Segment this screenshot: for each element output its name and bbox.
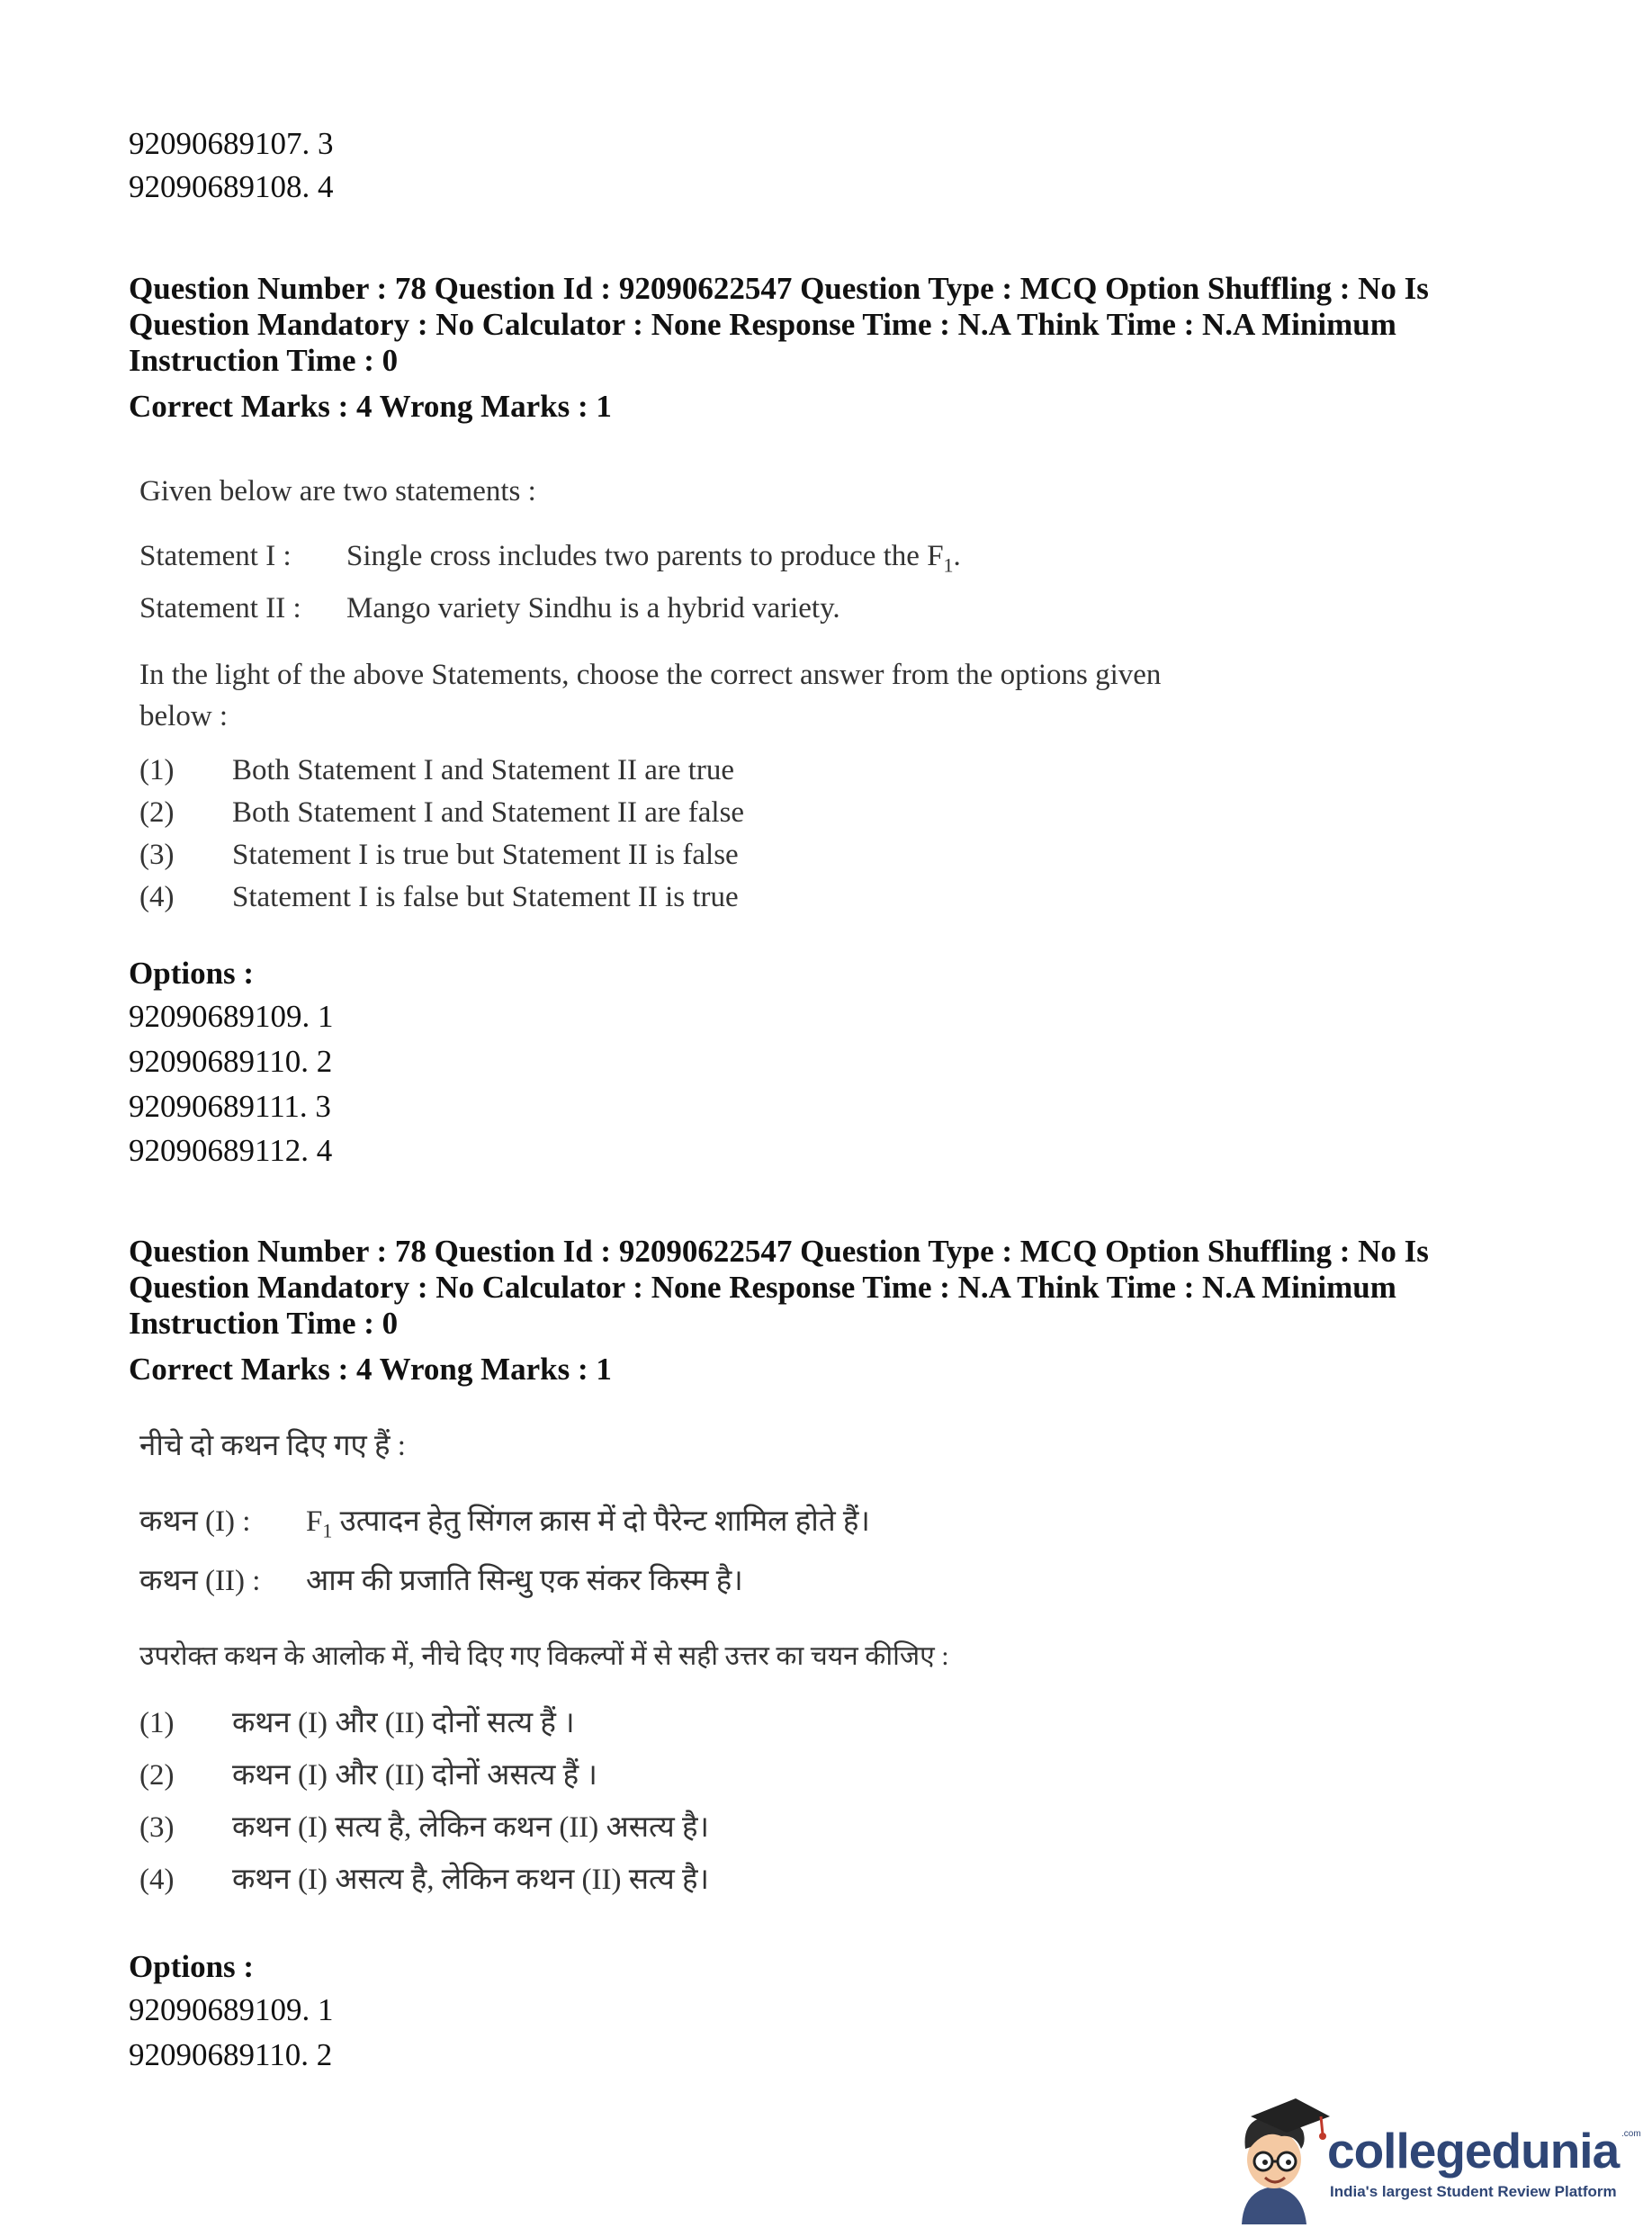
q2-choice [139,1857,709,1898]
q2-statement-1 [139,1499,870,1543]
q1-intro: Given below are two statements : [139,475,536,508]
logo-wordmark: collegedunia [1327,2123,1620,2179]
q2-choice-text: कथन (I) सत्य है, लेकिन कथन (II) असत्य है। [232,1811,710,1844]
q1-options-label: Options : [129,956,255,991]
q1-choice-num: (4) [139,881,175,913]
q1-choice-num: (2) [139,796,175,829]
q2-statement-2-label: कथन (II) : [139,1565,261,1597]
q2-option: 92090689109. 1 [129,1992,334,2027]
q1-option: 92090689110. 2 [129,1044,333,1079]
q1-choice [139,754,734,787]
q2-options-label: Options : [129,1949,255,1984]
q1-option: 92090689111. 3 [129,1089,331,1124]
q2-instruction: उपरोक्त कथन के आलोक में, नीचे दिए गए विकल्पों में से सही उत्तर का चयन कीजिए : [139,1641,949,1671]
q1-statement-2 [139,592,840,625]
q2-statement-1-text: उत्पादन हेतु सिंगल क्रास में दो पैरेन्ट शामिल होते हैं। [332,1505,870,1538]
q1-statement-1-sub: 1 [943,553,954,577]
q1-instruction-line-1: In the light of the above Statements, choose the correct answer from the options given [139,659,1162,691]
q2-intro: नीचे दो कथन दिए गए हैं : [139,1430,406,1462]
q2-meta: Question Number : 78 Question Id : 92090622547 Question Type : MCQ Option Shuffling : No Is Question Mandatory : No Calculator : None Response Time : N.A Think Time : N.A Minimum Instruction Time : 0 [129,1234,1429,1341]
prev-option-4: 92090689108. 4 [129,169,334,204]
student-mascot-icon [1224,2089,1332,2224]
q2-marks: Correct Marks : 4 Wrong Marks : 1 [129,1352,612,1387]
q2-choice [139,1701,575,1741]
q1-instruction-line-2: below : [139,700,229,732]
q2-option: 92090689110. 2 [129,2037,333,2072]
q1-statement-1-text: Single cross includes two parents to produce the F [346,540,944,572]
q1-marks: Correct Marks : 4 Wrong Marks : 1 [129,389,612,424]
logo-dotcom: .com [1621,2129,1641,2139]
q1-choice [139,839,739,872]
q1-choice [139,796,744,830]
q2-choice [139,1805,709,1846]
q2-statement-2 [139,1559,743,1599]
q2-choice-num: (1) [139,1707,175,1739]
q2-choice-text: कथन (I) असत्य है, लेकिन कथन (II) सत्य है। [232,1864,710,1896]
q1-meta: Question Number : 78 Question Id : 92090622547 Question Type : MCQ Option Shuffling : No Is Question Mandatory : No Calculator : None Response Time : N.A Think Time : N.A Minimum Instruction Time : 0 [129,271,1429,378]
q1-choice-text: Both Statement I and Statement II are true [232,754,735,786]
q2-choice [139,1753,597,1793]
q2-choice-num: (2) [139,1759,175,1792]
q2-choice-text: कथन (I) और (II) दोनों सत्य हैं । [232,1707,575,1739]
q1-statement-1-end: . [953,540,961,572]
q1-statement-1 [139,540,961,578]
q1-statement-2-label: Statement II : [139,592,301,624]
q1-statement-2-text: Mango variety Sindhu is a hybrid variety. [346,592,840,624]
q1-choice-num: (3) [139,839,175,871]
q1-option: 92090689109. 1 [129,999,334,1034]
q1-choice-num: (1) [139,754,175,786]
collegedunia-logo[interactable] [1224,2089,1641,2224]
q2-choice-num: (4) [139,1864,175,1896]
q1-option: 92090689112. 4 [129,1133,333,1168]
q1-choice-text: Both Statement I and Statement II are false [232,796,745,829]
q1-choice [139,881,739,914]
q2-statement-1-label: कथन (I) : [139,1505,251,1538]
q2-choice-num: (3) [139,1811,175,1844]
q2-statement-2-text: आम की प्रजाति सिन्धु एक संकर किस्म है। [306,1565,743,1597]
q1-choice-text: Statement I is true but Statement II is false [232,839,739,871]
q1-statement-1-label: Statement I : [139,540,292,572]
q2-choice-text: कथन (I) और (II) दोनों असत्य हैं । [232,1759,597,1792]
q1-choice-text: Statement I is false but Statement II is true [232,881,739,913]
q2-statement-1-pre: F [306,1505,323,1538]
logo-tagline: India's largest Student Review Platform [1330,2183,1617,2200]
q2-statement-1-sub: 1 [322,1519,333,1542]
prev-option-3: 92090689107. 3 [129,126,334,161]
